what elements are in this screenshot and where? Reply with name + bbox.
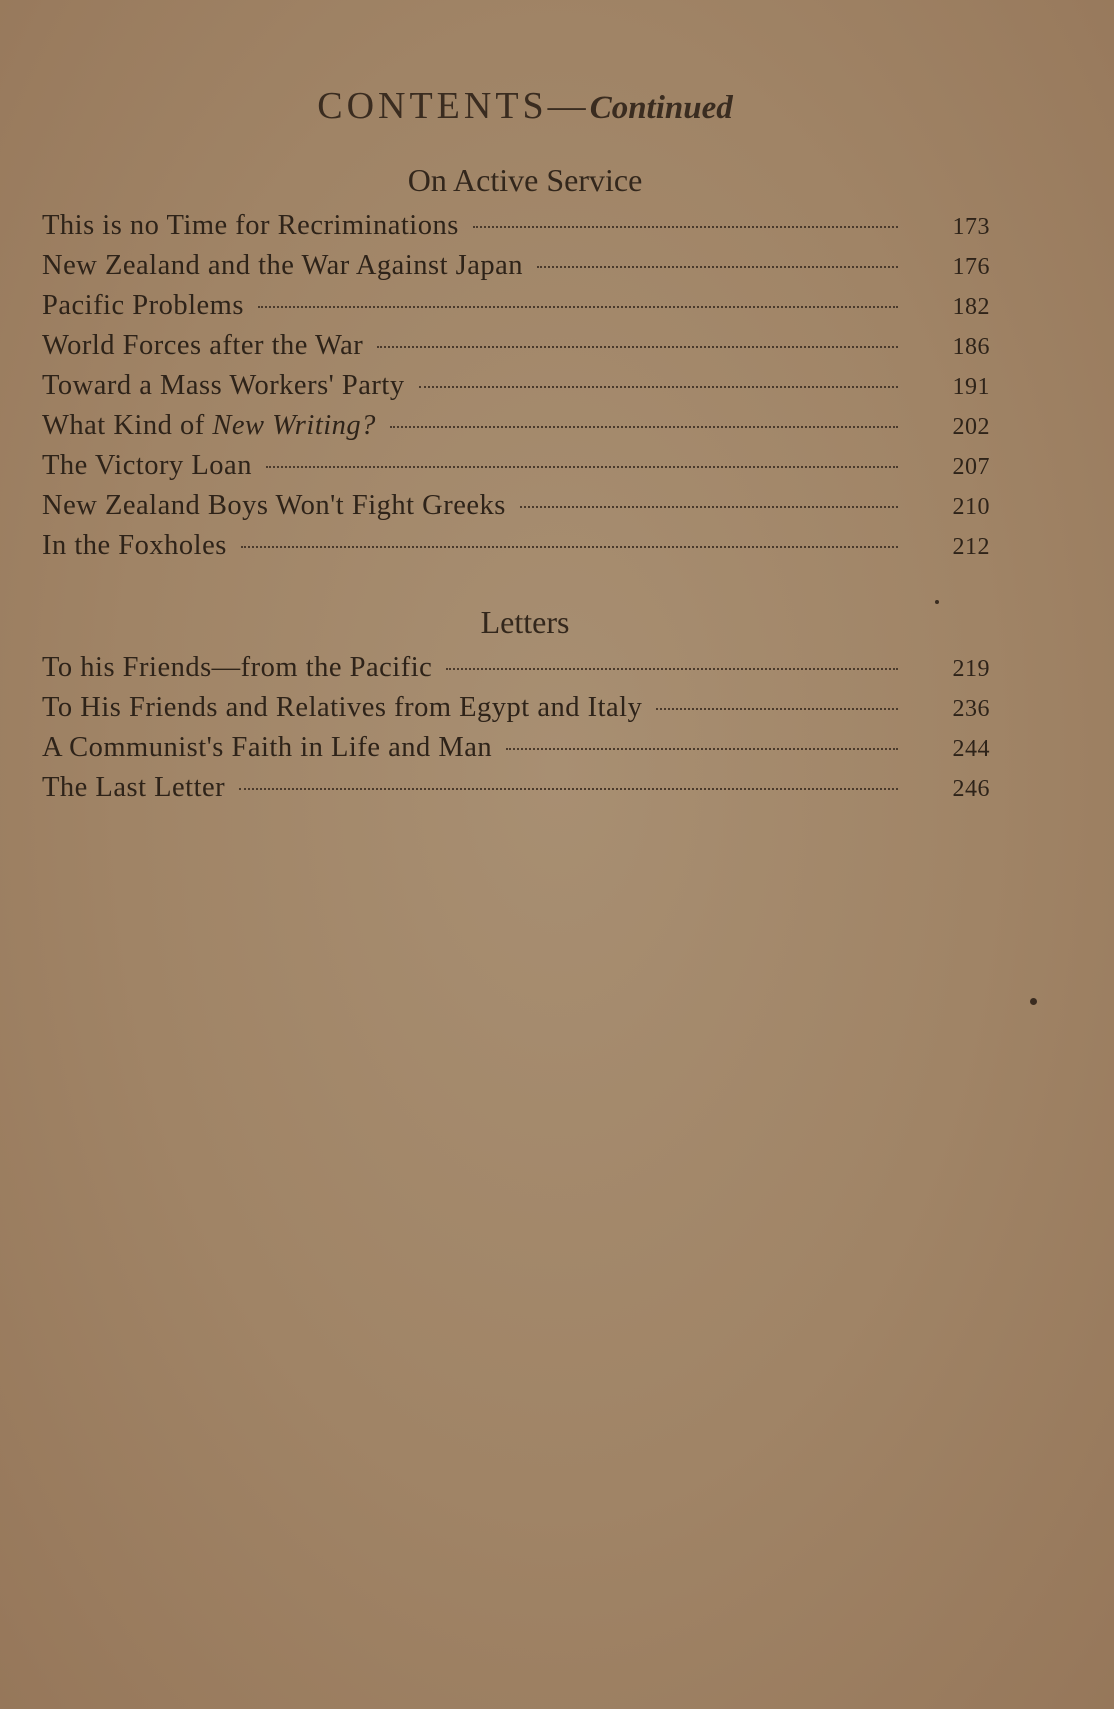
dot-leader bbox=[239, 788, 898, 790]
toc-entry bbox=[42, 290, 990, 326]
entry-title: A Communist's Faith in Life and Man bbox=[42, 732, 493, 763]
dot-leader bbox=[258, 306, 898, 308]
toc-entry bbox=[42, 530, 990, 566]
entry-page: 173 bbox=[952, 214, 990, 240]
entry-title: Toward a Mass Workers' Party bbox=[42, 370, 405, 401]
dot-leader bbox=[446, 668, 898, 670]
dot-leader bbox=[656, 708, 898, 710]
entry-title: This is no Time for Recriminations bbox=[42, 210, 459, 241]
toc-entry bbox=[42, 450, 990, 486]
entry-page: 191 bbox=[952, 374, 990, 400]
entry-page: 176 bbox=[952, 254, 990, 280]
entry-title: New Zealand and the War Against Japan bbox=[42, 250, 524, 281]
dot-leader bbox=[520, 506, 898, 508]
entry-title: World Forces after the War bbox=[42, 330, 364, 361]
toc-entry bbox=[42, 250, 990, 286]
entry-title: The Last Letter bbox=[42, 772, 226, 803]
dot-leader bbox=[537, 266, 898, 268]
heading-main: CONTENTS— bbox=[317, 85, 590, 127]
entry-page: 246 bbox=[952, 776, 990, 802]
page-heading bbox=[0, 84, 1050, 128]
entry-title-prefix: What Kind of bbox=[42, 410, 213, 441]
entry-page: 244 bbox=[952, 736, 990, 762]
entry-title: Pacific Problems bbox=[42, 290, 244, 321]
entry-title: In the Foxholes bbox=[42, 530, 227, 561]
dot-leader bbox=[506, 748, 898, 750]
dot-leader bbox=[390, 426, 898, 428]
paper-speck bbox=[935, 600, 939, 604]
dot-leader bbox=[377, 346, 898, 348]
entry-page: 210 bbox=[952, 494, 990, 520]
entry-page: 182 bbox=[952, 294, 990, 320]
toc-entry bbox=[42, 370, 990, 406]
toc-entry bbox=[42, 692, 990, 728]
section-title-active-service: On Active Service bbox=[407, 162, 643, 198]
dot-leader bbox=[241, 546, 898, 548]
dot-leader bbox=[419, 386, 898, 388]
toc-entry bbox=[42, 490, 990, 526]
entry-page: 202 bbox=[952, 414, 990, 440]
toc-entry bbox=[42, 652, 990, 688]
dot-leader bbox=[266, 466, 898, 468]
entry-page: 236 bbox=[952, 696, 990, 722]
entry-page: 212 bbox=[952, 534, 990, 560]
entry-title: New Zealand Boys Won't Fight Greeks bbox=[42, 490, 506, 521]
entry-page: 186 bbox=[952, 334, 990, 360]
toc-entry bbox=[42, 772, 990, 808]
entry-title-italic: New Writing? bbox=[212, 410, 376, 441]
toc-entry bbox=[42, 210, 990, 246]
entry-title: The Victory Loan bbox=[42, 450, 252, 481]
toc-entry bbox=[42, 330, 990, 366]
entry-page: 207 bbox=[952, 454, 990, 480]
section-title-letters: Letters bbox=[480, 604, 570, 640]
entry-title: To his Friends—from the Pacific bbox=[42, 652, 433, 683]
paper-speck bbox=[1030, 998, 1037, 1005]
toc-entry bbox=[42, 410, 990, 446]
toc-entry bbox=[42, 732, 990, 768]
entry-title: To His Friends and Relatives from Egypt and Italy bbox=[42, 692, 643, 723]
entry-page: 219 bbox=[952, 656, 990, 682]
dot-leader bbox=[473, 226, 898, 228]
entry-title bbox=[42, 410, 390, 442]
heading-continued: Continued bbox=[589, 90, 733, 126]
